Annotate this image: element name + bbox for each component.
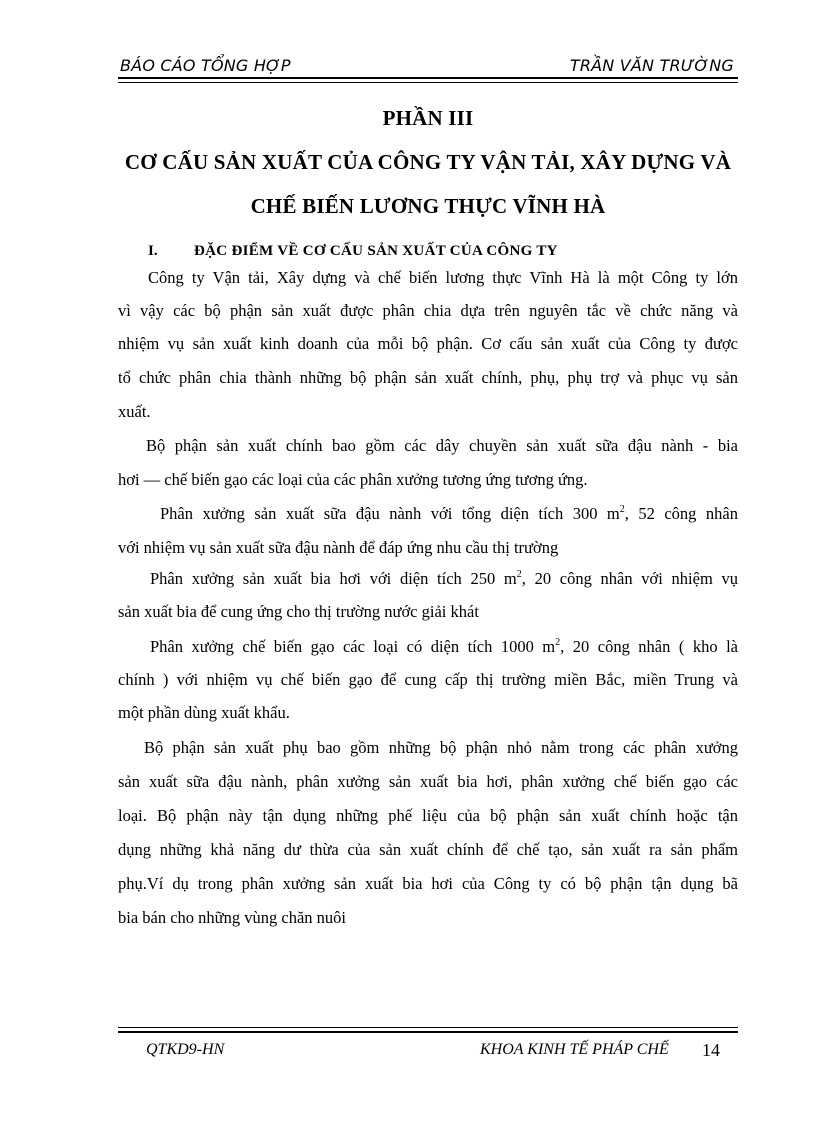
paragraph-2-line-1: Bộ phận sản xuất chính bao gồm các dây chuyền sản xuất sữa đậu nành - bia xyxy=(146,436,738,455)
footer-faculty: KHOA KINH TẾ PHÁP CHẾ xyxy=(480,1041,669,1058)
paragraph-6-line-6: bia bán cho những vùng chăn nuôi xyxy=(118,908,346,927)
paragraph-3-superscript: 2 xyxy=(619,504,625,515)
header-rule-thin xyxy=(118,82,738,83)
part-title: PHẦN III xyxy=(382,106,474,130)
paragraph-1-line-2: vì vậy các bộ phận sản xuất được phân chia dựa trên nguyên tắc về chức năng và xyxy=(118,301,738,320)
paragraph-6-line-4: dụng những khả năng dư thừa của sản xuất chính để chế tạo, sản xuất ra sản phẩm xyxy=(118,840,738,859)
paragraph-3-text-b: , 52 công nhân xyxy=(624,504,738,523)
footer-rule-thin xyxy=(118,1027,738,1028)
paragraph-3-line-1 xyxy=(160,504,738,524)
paragraph-6-line-1: Bộ phận sản xuất phụ bao gồm những bộ phận nhỏ nằm trong các phân xưởng xyxy=(144,738,738,757)
paragraph-4-superscript: 2 xyxy=(516,569,522,580)
paragraph-6-line-3: loại. Bộ phận này tận dụng những phế liệu của bộ phận sản xuất chính hoặc tận xyxy=(118,806,738,825)
paragraph-3-text-a: Phân xưởng sản xuất sữa đậu nành với tổng diện tích 300 m xyxy=(160,504,620,523)
paragraph-5-text-b: , 20 công nhân ( kho là xyxy=(560,637,738,656)
paragraph-1-line-3: nhiệm vụ sản xuất kinh doanh của mỗi bộ phận. Cơ cấu sản xuất của Công ty được xyxy=(118,334,738,353)
paragraph-1-line-1: Công ty Vận tải, Xây dựng và chế biến lương thực Vĩnh Hà là một Công ty lớn xyxy=(148,268,738,287)
header-rule xyxy=(118,77,738,79)
header-author: TRẦN VĂN TRƯỜNG xyxy=(569,56,734,75)
paragraph-1-line-5: xuất. xyxy=(118,402,151,421)
section-heading-text: ĐẶC ĐIỂM VỀ CƠ CẤU SẢN XUẤT CỦA CÔNG TY xyxy=(194,243,558,259)
paragraph-5-superscript: 2 xyxy=(555,637,561,648)
paragraph-1-line-4: tổ chức phân chia thành những bộ phận sản xuất chính, phụ, phụ trợ và phục vụ sản xyxy=(118,368,738,387)
paragraph-6-line-5: phụ.Ví dụ trong phân xưởng sản xuất bia hơi của Công ty có bộ phận tận dụng bã xyxy=(118,874,738,893)
paragraph-4-line-1 xyxy=(150,569,738,589)
header-report-title: BÁO CÁO TỔNG HỢP xyxy=(120,56,291,75)
chapter-title-line-1: CƠ CẤU SẢN XUẤT CỦA CÔNG TY VẬN TẢI, XÂY DỰNG VÀ xyxy=(124,150,732,174)
page-header xyxy=(118,52,738,82)
paragraph-2-line-2: hơi — chế biến gạo các loại của các phân xưởng tương ứng tương ứng. xyxy=(118,470,588,489)
chapter-title-line-2: CHẾ BIẾN LƯƠNG THỰC VĨNH HÀ xyxy=(250,194,606,218)
page-footer xyxy=(118,1027,738,1067)
footer-class-code: QTKD9-HN xyxy=(146,1041,225,1058)
section-number: I. xyxy=(148,243,158,259)
paragraph-4-text-b: , 20 công nhân với nhiệm vụ xyxy=(521,569,738,588)
paragraph-3-line-2: với nhiệm vụ sản xuất sữa đậu nành để đáp ứng nhu cầu thị trường xyxy=(118,538,559,557)
footer-rule xyxy=(118,1031,738,1033)
paragraph-4-text-a: Phân xưởng sản xuất bia hơi với diện tích 250 m xyxy=(150,569,517,588)
paragraph-5-line-2: chính ) với nhiệm vụ chế biến gạo để cung cấp thị trường miền Bắc, miền Trung và xyxy=(118,670,738,689)
paragraph-5-line-1 xyxy=(150,637,738,657)
page-number: 14 xyxy=(702,1040,720,1060)
paragraph-4-line-2: sản xuất bia để cung ứng cho thị trường nước giải khát xyxy=(118,602,479,621)
paragraph-5-text-a: Phân xưởng chế biến gạo các loại có diện tích 1000 m xyxy=(150,637,556,656)
paragraph-5-line-3: một phần dùng xuất khẩu. xyxy=(118,703,290,722)
paragraph-6-line-2: sản xuất sữa đậu nành, phân xưởng sản xuất bia hơi, phân xưởng chế biến gạo các xyxy=(118,772,738,791)
